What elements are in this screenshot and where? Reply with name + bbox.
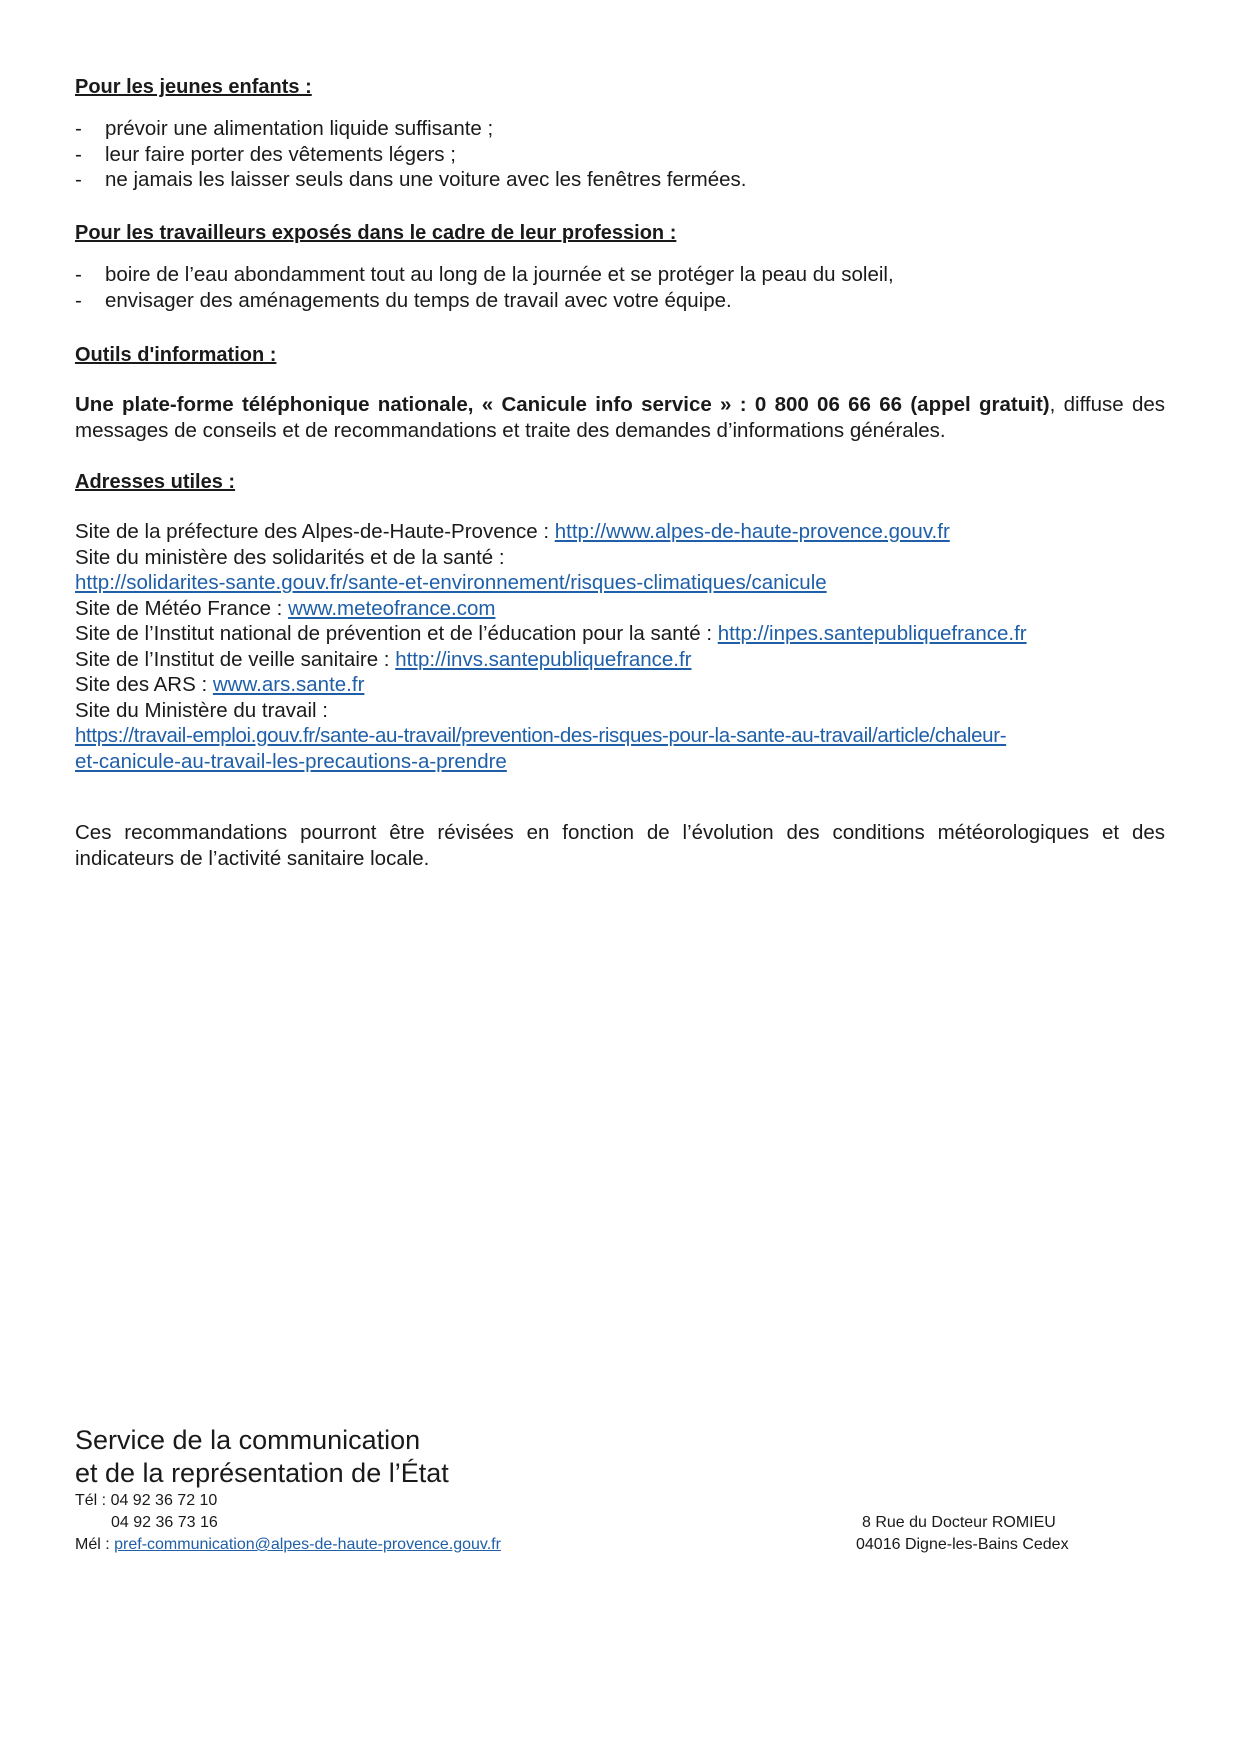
bullet-dash: -: [75, 117, 82, 140]
tools-paragraph: Une plate-forme téléphonique nationale, « Canicule info service » : 0 800 06 66 66 (appel gratuit), diffuse des messages de conseils et de recommandations et traite des demandes d’informations générales.: [75, 393, 1165, 442]
addresses-list: [75, 519, 1165, 774]
list-item: - envisager des aménagements du temps de travail avec votre équipe.: [75, 288, 732, 312]
closing-paragraph: Ces recommandations pourront être révisées en fonction de l’évolution des conditions météorologiques et des indicateurs de l’activité sanitaire locale.: [75, 821, 1165, 870]
workers-section: [75, 220, 1165, 313]
invs-link[interactable]: http://invs.santepubliquefrance.fr: [395, 647, 692, 671]
address-line-work-link-2: [75, 749, 1165, 775]
address-line-ministry-link: [75, 570, 1165, 596]
children-heading: Pour les jeunes enfants :: [75, 76, 312, 98]
tools-section: [75, 342, 1165, 443]
tools-heading: Outils d'information :: [75, 344, 277, 366]
bullet-dash: -: [75, 142, 82, 166]
bullet-dash: -: [75, 288, 82, 312]
meteo-link[interactable]: www.meteofrance.com: [288, 596, 496, 620]
mail-link[interactable]: pref-communication@alpes-de-haute-provence.gouv.fr: [114, 1536, 501, 1553]
closing-section: [75, 820, 1165, 871]
address-line-ministry: Site du ministère des solidarités et de la santé :: [75, 545, 505, 569]
prefecture-link[interactable]: http://www.alpes-de-haute-provence.gouv.fr: [554, 520, 950, 543]
document-page: [75, 0, 1165, 1754]
work-link[interactable]: https://travail-emploi.gouv.fr/sante-au-travail/prevention-des-risques-pour-la-sante-au-travail/article/chaleur-: [75, 724, 1007, 747]
footer-title-line-2: et de la représentation de l’État: [75, 1458, 449, 1488]
bullet-dash: -: [75, 263, 82, 286]
footer: [75, 1424, 1165, 1556]
address-line-invs: Site de l’Institut de veille sanitaire : http://invs.santepubliquefrance.fr: [75, 647, 692, 671]
children-list: [75, 116, 1165, 193]
addresses-heading: Adresses utiles :: [75, 471, 236, 493]
ars-link[interactable]: www.ars.sante.fr: [212, 673, 365, 696]
workers-list: [75, 262, 1165, 313]
list-item: - prévoir une alimentation liquide suffisante ;: [75, 117, 494, 140]
address-line-inpes: Site de l’Institut national de prévention et de l’éducation pour la santé : http://inpes.santepubliquefrance.fr: [75, 622, 1027, 645]
ministry-link[interactable]: http://solidarites-sante.gouv.fr/sante-et-environnement/risques-climatiques/canicule: [75, 571, 827, 594]
list-item: - ne jamais les laisser seuls dans une voiture avec les fenêtres fermées.: [75, 168, 747, 191]
list-item: - boire de l’eau abondamment tout au long de la journée et se protéger la peau du soleil,: [75, 263, 894, 286]
footer-tel-1: Tél : 04 92 36 72 10: [75, 1492, 218, 1509]
inpes-link[interactable]: http://inpes.santepubliquefrance.fr: [717, 622, 1027, 645]
address-line-prefecture: Site de la préfecture des Alpes-de-Haute-Provence : http://www.alpes-de-haute-provence.gouv.fr: [75, 520, 950, 543]
footer-tel-2: 04 92 36 73 16: [111, 1514, 218, 1531]
address-line-ars: Site des ARS : www.ars.sante.fr: [75, 673, 365, 696]
address-line-work-link-1: [75, 723, 1165, 749]
hotline-text: Une plate-forme téléphonique nationale, « Canicule info service » : 0 800 06 66 66 (appel gratuit): [75, 393, 1050, 416]
work-link-continued[interactable]: et-canicule-au-travail-les-precautions-a-prendre: [75, 749, 507, 773]
bullet-dash: -: [75, 168, 82, 191]
address-line-meteo: Site de Météo France : www.meteofrance.com: [75, 596, 496, 620]
addresses-section: [75, 469, 1165, 774]
footer-address-line-2: 04016 Digne-les-Bains Cedex: [856, 1536, 1069, 1553]
children-section: [75, 74, 1165, 193]
footer-address-line-1: 8 Rue du Docteur ROMIEU: [862, 1514, 1056, 1531]
list-item: - leur faire porter des vêtements légers ;: [75, 142, 456, 166]
footer-title-line-1: Service de la communication: [75, 1425, 421, 1455]
address-line-work: Site du Ministère du travail :: [75, 698, 328, 722]
workers-heading: Pour les travailleurs exposés dans le cadre de leur profession :: [75, 222, 677, 244]
footer-mail: Mél : pref-communication@alpes-de-haute-provence.gouv.fr: [75, 1536, 501, 1553]
